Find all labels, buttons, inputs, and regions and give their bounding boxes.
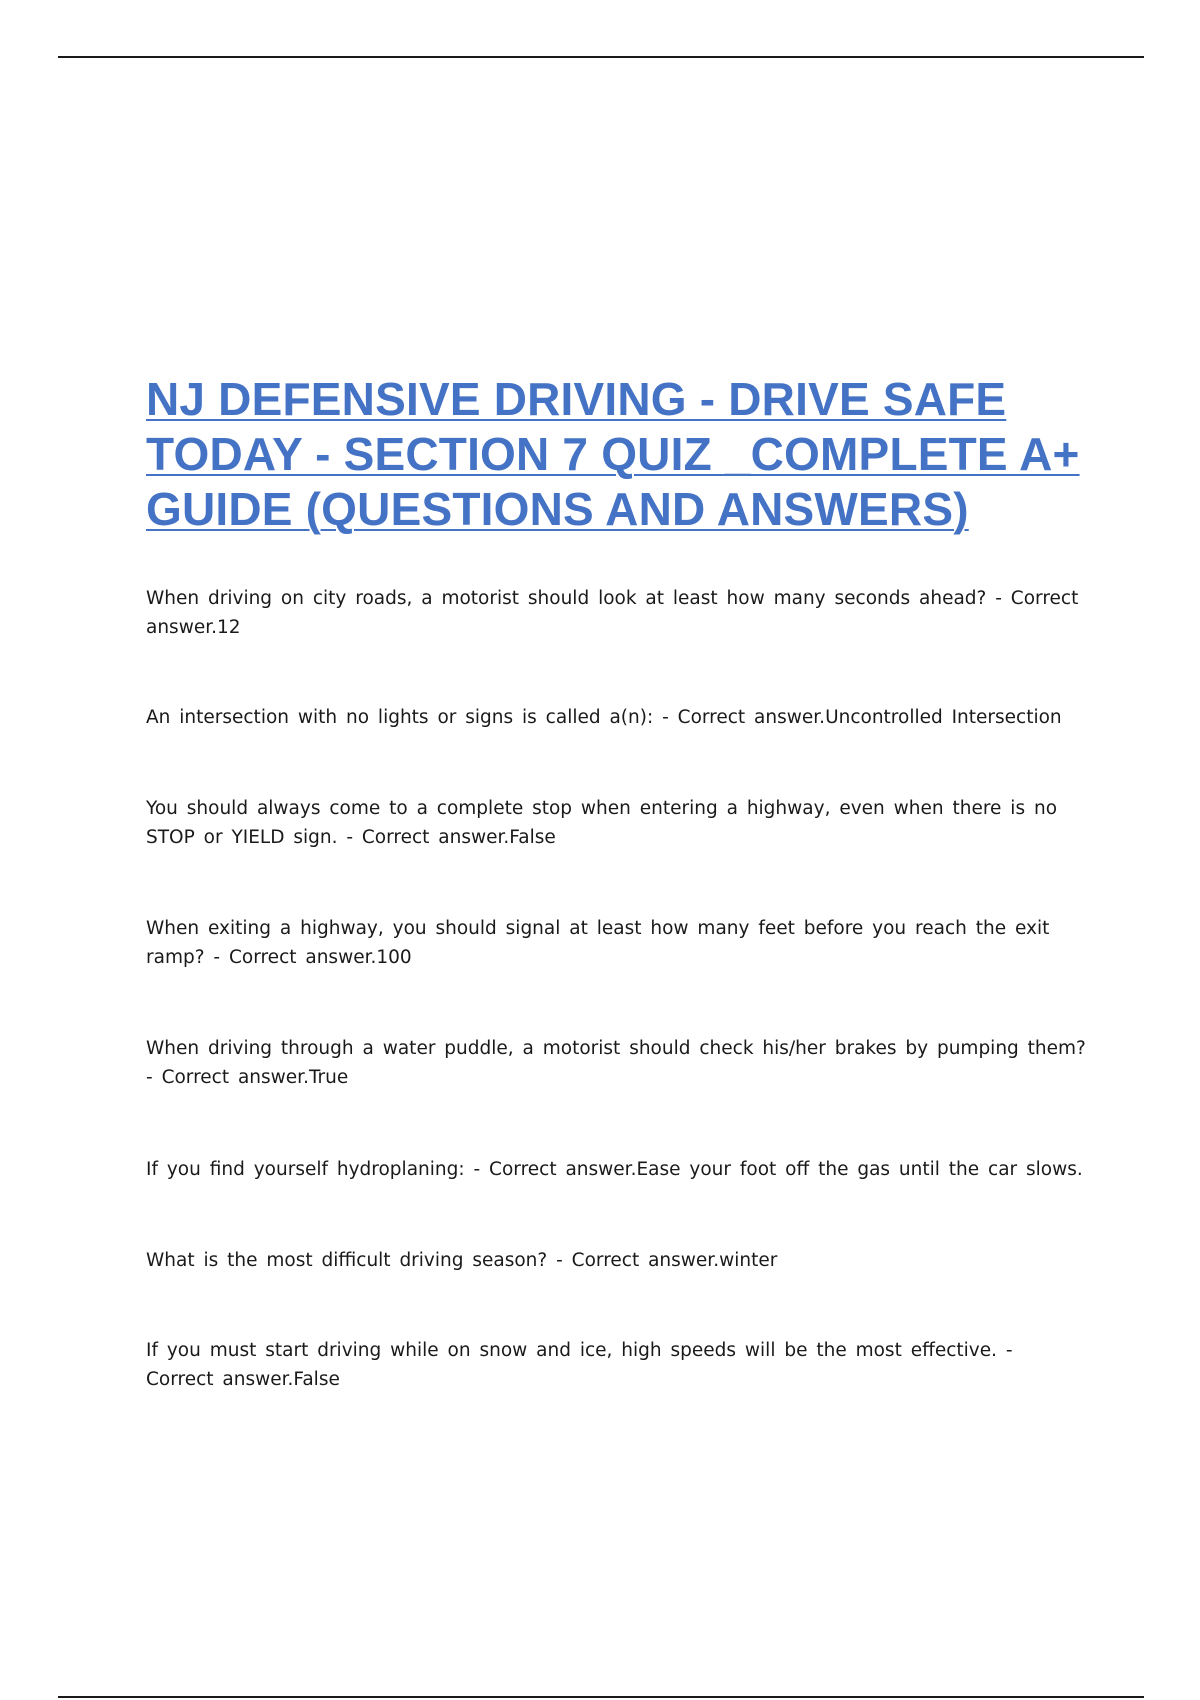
answer-text: False bbox=[293, 1369, 340, 1390]
separator: - bbox=[653, 707, 678, 728]
qa-item-5 bbox=[146, 1034, 1086, 1092]
answer-prefix: Correct answer. bbox=[677, 707, 826, 728]
separator: - bbox=[464, 1159, 490, 1180]
question-text: What is the most difficult driving season? bbox=[146, 1250, 548, 1271]
qa-item-2 bbox=[146, 703, 1086, 732]
separator: - bbox=[337, 827, 362, 848]
question-text: If you find yourself hydroplaning: bbox=[146, 1159, 465, 1180]
answer-text: 100 bbox=[376, 947, 412, 968]
answer-text: False bbox=[509, 827, 556, 848]
answer-text: winter bbox=[719, 1250, 778, 1271]
answer-prefix: Correct answer. bbox=[228, 947, 377, 968]
answer-prefix: Correct answer. bbox=[489, 1159, 637, 1180]
qa-item-8 bbox=[146, 1336, 1086, 1394]
qa-item-3 bbox=[146, 794, 1086, 852]
question-text: You should always come to a complete stop when entering a highway, even when there is no STOP or YIELD sign. bbox=[146, 798, 1058, 848]
footer-rule bbox=[58, 1696, 1144, 1698]
qa-item-1 bbox=[146, 584, 1086, 642]
separator: - bbox=[146, 1067, 162, 1088]
answer-prefix: Correct answer. bbox=[146, 1369, 294, 1390]
answer-text: Uncontrolled Intersection bbox=[825, 707, 1062, 728]
answer-text: True bbox=[308, 1067, 349, 1088]
answer-prefix: Correct answer. bbox=[571, 1250, 720, 1271]
answer-text: 12 bbox=[217, 617, 241, 638]
question-text: If you must start driving while on snow and ice, high speeds will be the most effective. bbox=[146, 1340, 997, 1361]
qa-item-7 bbox=[146, 1246, 1086, 1275]
question-text: An intersection with no lights or signs is called a(n): bbox=[146, 707, 654, 728]
answer-prefix: Correct answer. bbox=[161, 1067, 309, 1088]
header-rule bbox=[58, 56, 1144, 58]
separator: - bbox=[997, 1340, 1013, 1361]
answer-prefix: Correct answer. bbox=[361, 827, 510, 848]
separator: - bbox=[204, 947, 229, 968]
question-text: When exiting a highway, you should signal at least how many feet before you reach the exit ramp? bbox=[146, 918, 1050, 968]
qa-item-6 bbox=[146, 1155, 1086, 1184]
question-text: When driving through a water puddle, a motorist should check his/her brakes by pumping them? bbox=[146, 1038, 1086, 1059]
answer-text: Ease your foot off the gas until the car slows. bbox=[636, 1159, 1083, 1180]
document-title: NJ DEFENSIVE DRIVING - DRIVE SAFE TODAY - SECTION 7 QUIZ _COMPLETE A+ GUIDE (QUESTIONS AND ANSWERS) bbox=[146, 373, 1080, 535]
separator: - bbox=[547, 1250, 572, 1271]
qa-item-4 bbox=[146, 914, 1086, 972]
question-text: When driving on city roads, a motorist should look at least how many seconds ahead? bbox=[146, 588, 987, 609]
separator: - bbox=[986, 588, 1011, 609]
answer-prefix: Correct answer. bbox=[146, 588, 1079, 638]
